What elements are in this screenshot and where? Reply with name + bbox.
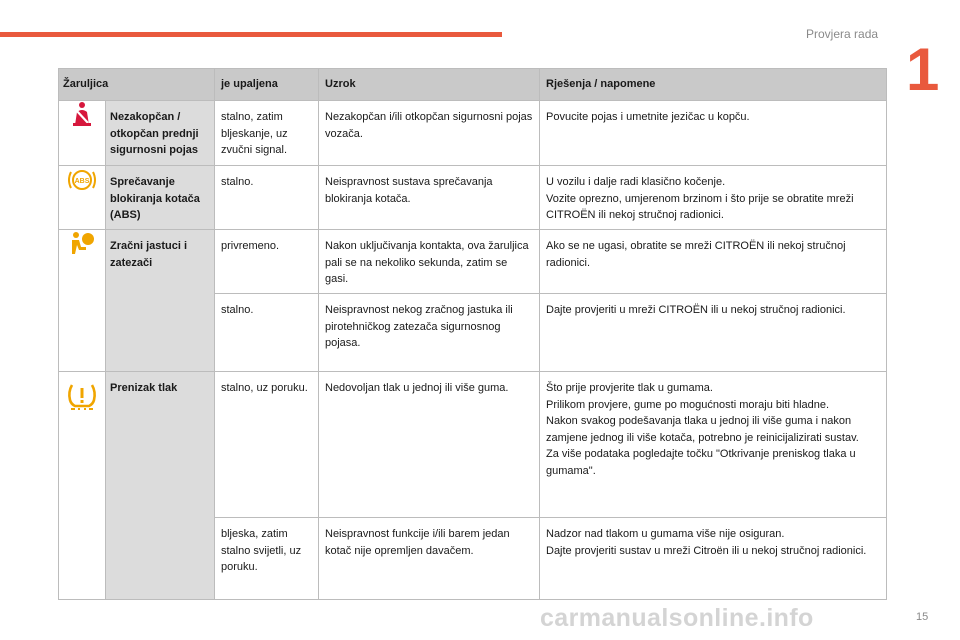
lamp-state: privremeno. [215, 230, 319, 294]
lamp-state: stalno. [215, 166, 319, 230]
icon-cell [59, 372, 106, 600]
lamp-name: Nezakopčan / otkopčan prednji sigurnosni pojas [106, 101, 215, 166]
lamp-solution: U vozilu i dalje radi klasično kočenje. Vozite oprezno, umjerenom brzinom i što prije se obratite mreži CITROËN ili nekoj stručnoj radionici. [540, 166, 887, 230]
lamp-solution: Nadzor nad tlakom u gumama više nije osiguran. Dajte provjeriti sustav u mreži Citroën ili u nekoj stručnoj radionici. [540, 518, 887, 600]
lamp-solution: Dajte provjeriti u mreži CITROËN ili u nekoj stručnoj radionici. [540, 294, 887, 372]
section-title: Provjera rada [806, 27, 879, 41]
lamp-name: Zračni jastuci i zatezači [106, 230, 215, 372]
lamp-cause: Nakon uključivanja kontakta, ova žaruljica pali se na nekoliko sekunda, zatim se gasi. [319, 230, 540, 294]
lamp-state: bljeska, zatim stalno svijetli, uz poruku. [215, 518, 319, 600]
lamp-solution: Što prije provjerite tlak u gumama. Prilikom provjere, gume po mogućnosti moraju biti hladne. Nakon svakog podešavanja tlaka u jednoj ili više guma i nakon zamjene jednog ili više kotača, potrebno je reinicijalizirati sustav. Za više podataka pogledajte točku "Otkrivanje preniskog tlaka u gumama". [540, 372, 887, 518]
lamp-name: Prenizak tlak [106, 372, 215, 600]
column-header-lit: je upaljena [215, 69, 319, 101]
icon-cell [59, 230, 106, 372]
airbag-warning-icon [59, 230, 105, 256]
column-header-lamp: Žaruljica [59, 69, 215, 101]
table-row [59, 230, 887, 294]
abs-warning-icon [59, 166, 105, 194]
lamp-state: stalno, zatim bljeskanje, uz zvučni signal. [215, 101, 319, 166]
tyre-pressure-warning-icon [59, 382, 105, 412]
icon-cell [59, 101, 106, 166]
lamp-cause: Neispravnost nekog zračnog jastuka ili pirotehničkog zatezača sigurnosnog pojasa. [319, 294, 540, 372]
column-header-cause: Uzrok [319, 69, 540, 101]
lamp-cause: Nezakopčan i/ili otkopčan sigurnosni pojas vozača. [319, 101, 540, 166]
column-header-solution: Rješenja / napomene [540, 69, 887, 101]
lamp-state: stalno, uz poruku. [215, 372, 319, 518]
header-accent-bar [0, 32, 502, 37]
table-row [59, 372, 887, 518]
seatbelt-warning-icon [59, 101, 105, 127]
lamp-cause: Neispravnost funkcije i/ili barem jedan kotač nije opremljen davačem. [319, 518, 540, 600]
lamp-name: Sprečavanje blokiranja kotača (ABS) [106, 166, 215, 230]
icon-cell [59, 166, 106, 230]
chapter-number: 1 [906, 36, 940, 103]
warning-lights-table [58, 68, 887, 600]
lamp-solution: Ako se ne ugasi, obratite se mreži CITROËN ili nekoj stručnoj radionici. [540, 230, 887, 294]
svg-text:ABS: ABS [74, 178, 90, 185]
watermark: carmanualsonline.info [540, 604, 814, 632]
lamp-cause: Nedovoljan tlak u jednoj ili više guma. [319, 372, 540, 518]
table-row [59, 166, 887, 230]
lamp-solution: Povucite pojas i umetnite jezičac u kopču. [540, 101, 887, 166]
table-row [59, 101, 887, 166]
page-number: 15 [916, 611, 929, 623]
lamp-state: stalno. [215, 294, 319, 372]
table-header-row [59, 69, 887, 101]
lamp-cause: Neispravnost sustava sprečavanja blokiranja kotača. [319, 166, 540, 230]
